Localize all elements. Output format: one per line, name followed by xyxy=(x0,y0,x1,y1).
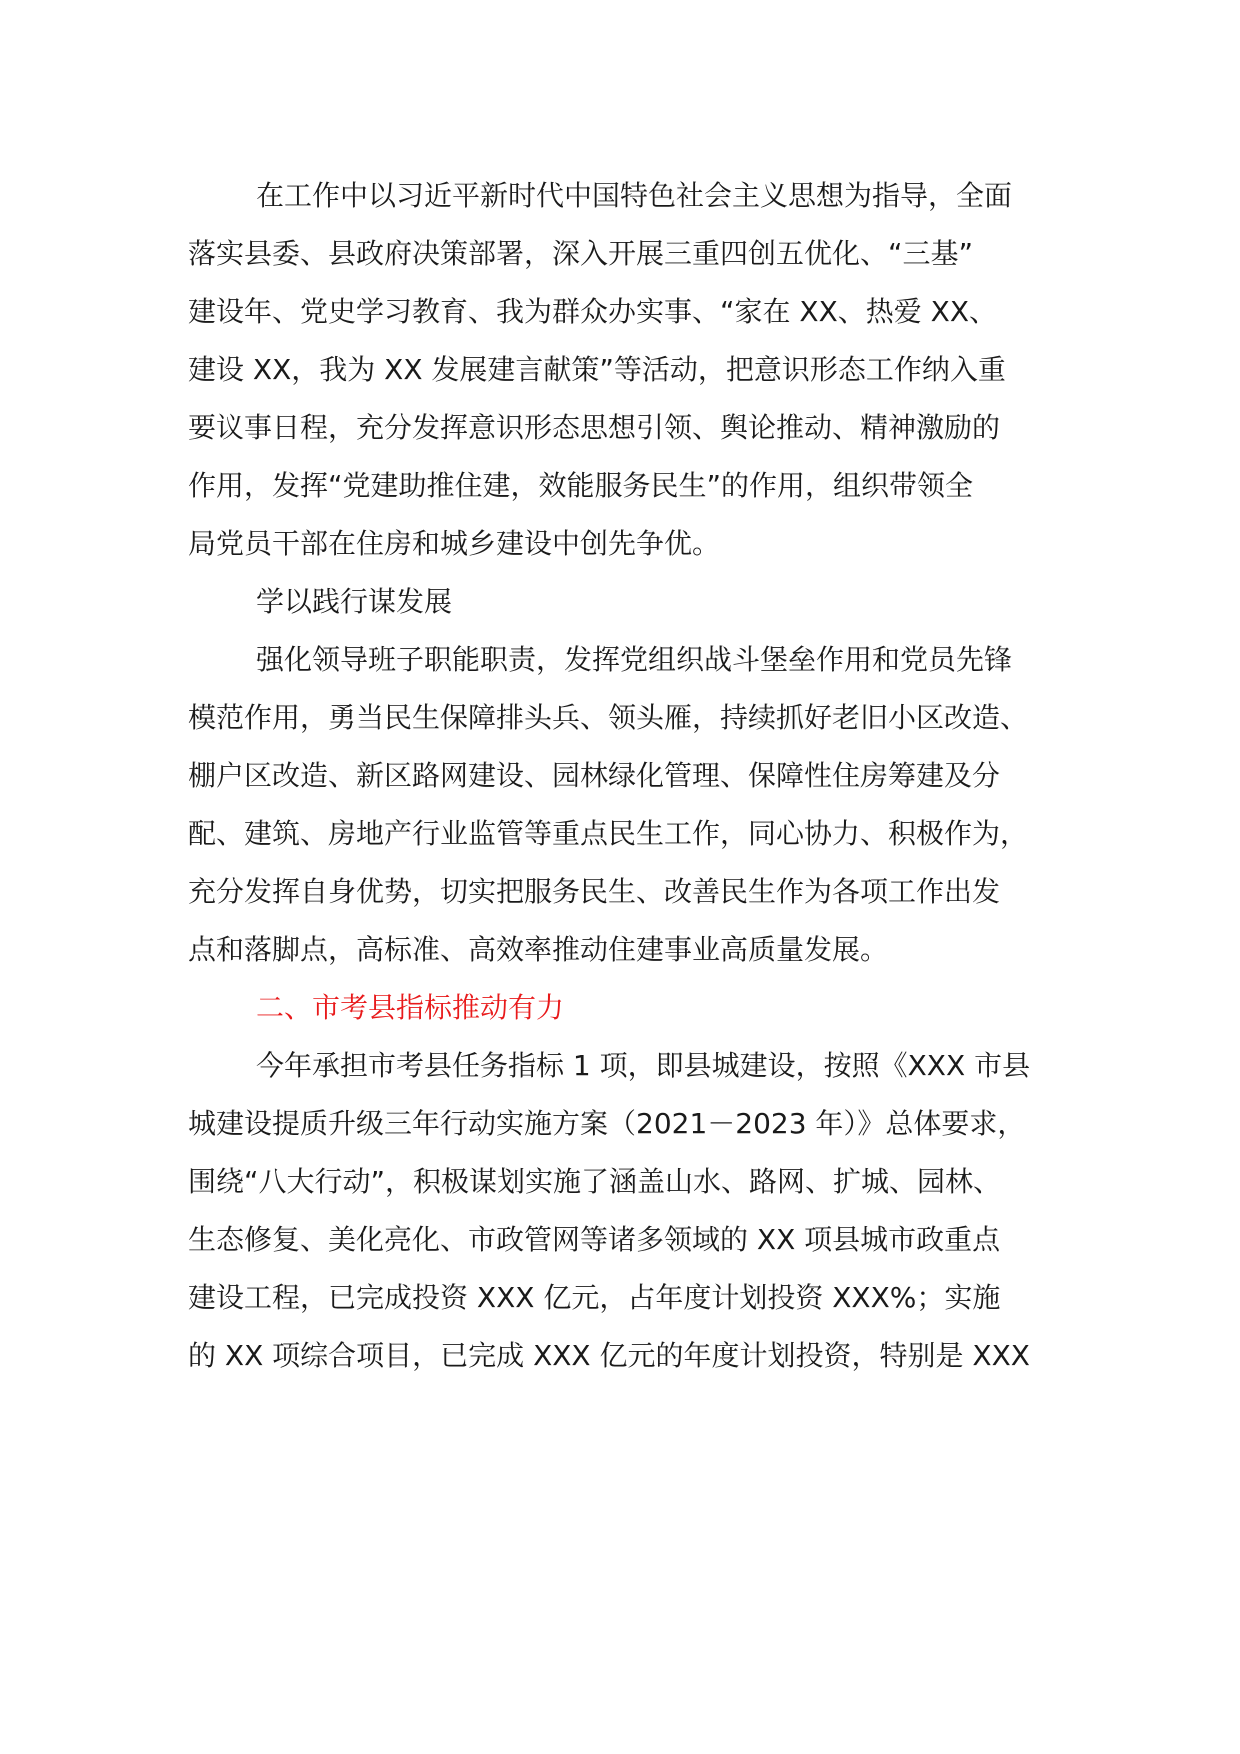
paragraph-2-line-6: 点和落脚点，高标准、高效率推动住建事业高质量发展。 xyxy=(188,933,889,966)
paragraph-1-line-6: 作用，发挥“党建助推住建，效能服务民生”的作用，组织带领全 xyxy=(188,469,974,502)
paragraph-2-line-5: 充分发挥自身优势，切实把服务民生、改善民生作为各项工作出发 xyxy=(188,875,1001,908)
paragraph-1-line-5: 要议事日程，充分发挥意识形态思想引领、舆论推动、精神激励的 xyxy=(188,411,1001,444)
section-heading-2: 二、市考县指标推动有力 xyxy=(256,991,565,1024)
paragraph-3-line-2: 城建设提质升级三年行动实施方案（2021－2023 年）》总体要求， xyxy=(188,1107,1026,1140)
paragraph-3-line-4: 生态修复、美化亮化、市政管网等诸多领域的 XX 项县城市政重点 xyxy=(188,1223,1001,1256)
paragraph-3-line-6: 的 XX 项综合项目，已完成 XXX 亿元的年度计划投资，特别是 XXX xyxy=(188,1339,1030,1372)
paragraph-3-line-3: 围绕“八大行动”，积极谋划实施了涵盖山水、路网、扩城、园林、 xyxy=(188,1165,1002,1198)
paragraph-3-line-5: 建设工程，已完成投资 XXX 亿元，占年度计划投资 XXX%；实施 xyxy=(188,1281,1001,1314)
paragraph-1-line-2: 落实县委、县政府决策部署，深入开展三重四创五优化、“三基” xyxy=(188,237,974,270)
paragraph-2-line-1: 强化领导班子职能职责，发挥党组织战斗堡垒作用和党员先锋 xyxy=(256,643,1013,676)
paragraph-1-line-7: 局党员干部在住房和城乡建设中创先争优。 xyxy=(188,527,721,560)
section-subheading: 学以践行谋发展 xyxy=(256,585,453,618)
paragraph-2-line-3: 棚户区改造、新区路网建设、园林绿化管理、保障性住房筹建及分 xyxy=(188,759,1001,792)
paragraph-2-line-4: 配、建筑、房地产行业监管等重点民生工作，同心协力、积极作为， xyxy=(188,817,1029,850)
paragraph-1-line-1: 在工作中以习近平新时代中国特色社会主义思想为指导，全面 xyxy=(256,179,1013,212)
paragraph-3-line-1: 今年承担市考县任务指标 1 项，即县城建设，按照《XXX 市县 xyxy=(256,1049,1031,1082)
paragraph-1-line-4: 建设 XX，我为 XX 发展建言献策”等活动，把意识形态工作纳入重 xyxy=(188,353,1006,386)
paragraph-2-line-2: 模范作用，勇当民生保障排头兵、领头雁，持续抓好老旧小区改造、 xyxy=(188,701,1029,734)
paragraph-1-line-3: 建设年、党史学习教育、我为群众办实事、“家在 XX、热爱 XX、 xyxy=(188,295,998,328)
